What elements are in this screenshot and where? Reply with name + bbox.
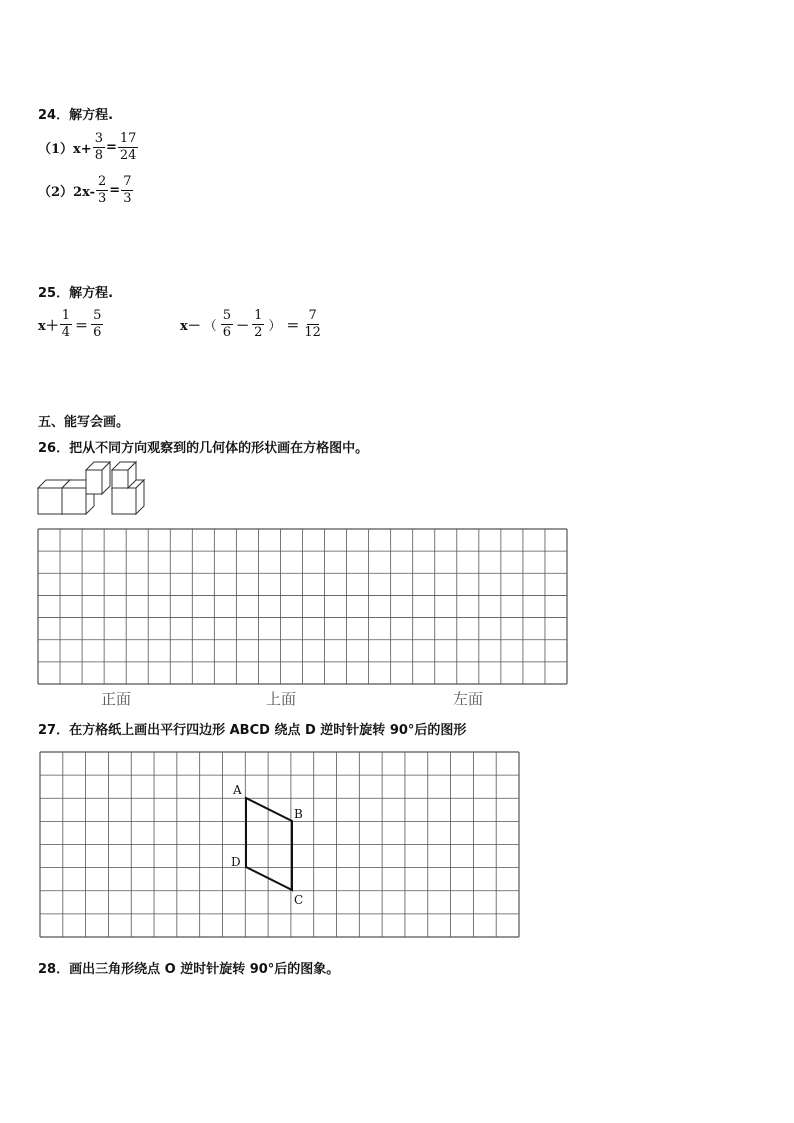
q25-eq1-f2-denominator: 6 [93, 325, 102, 340]
q24-eq1-f2-denominator: 24 [119, 148, 137, 163]
q27-title: 27．在方格纸上画出平行四边形 ABCD 绕点 D 逆时针旋转 90°后的图形 [38, 723, 467, 738]
q24-eq2-label: （2）2x- [38, 185, 96, 200]
q25-eq1-equals: ＝ [75, 319, 89, 334]
point-label-a: A [233, 783, 242, 797]
q25-eq1-f1-numerator: 1 [61, 308, 71, 323]
q26-label-left: 左面 [453, 690, 484, 708]
q25-eq2-left-paren: （ [203, 319, 217, 334]
q25-eq1-lead: x＋ [38, 319, 59, 334]
q25-eq2-equals: ＝ [286, 319, 300, 334]
q26-label-front: 正面 [101, 690, 132, 708]
point-label-b: B [294, 807, 303, 821]
q24-eq1-f1-numerator: 3 [94, 131, 103, 146]
q25-eq1-f1-denominator: 4 [61, 325, 71, 340]
q24-eq2-f2-numerator: 7 [123, 174, 132, 189]
q24-title: 24．解方程. [38, 108, 114, 123]
q25-eq2-f1-numerator: 5 [222, 308, 232, 323]
q25-eq2-minus: － [236, 319, 250, 334]
point-label-d: D [231, 855, 241, 869]
q25-eq2-lead: x－ [180, 319, 201, 334]
q25-eq2-f3-denominator: 12 [304, 325, 321, 340]
q24-eq2-f1-numerator: 2 [98, 174, 107, 189]
q25-eq2-f2-denominator: 2 [254, 325, 263, 340]
q24-eq1-f1-denominator: 8 [94, 148, 103, 163]
q25-eq1-f2-numerator: 5 [93, 308, 102, 323]
q26-title: 26．把从不同方向观察到的几何体的形状画在方格图中。 [38, 441, 369, 456]
q28-title: 28．画出三角形绕点 O 逆时针旋转 90°后的图象。 [38, 962, 340, 977]
q24-eq1-f2-numerator: 17 [119, 131, 137, 146]
q25-eq2-f3-numerator: 7 [308, 308, 317, 323]
parallelogram-abcd [246, 798, 292, 890]
point-label-c: C [294, 893, 304, 907]
q25-eq2-right-paren: ） [268, 319, 282, 334]
q24-eq1-equals: = [105, 140, 117, 155]
q25-eq2-f2-numerator: 1 [254, 308, 263, 323]
q25-title: 25．解方程. [38, 286, 114, 301]
section-5-title: 五、能写会画。 [38, 415, 130, 430]
q26-label-top: 上面 [266, 690, 297, 708]
q25-eq2-f1-denominator: 6 [222, 325, 232, 340]
q24-eq2-f1-denominator: 3 [98, 191, 107, 206]
q24-eq2-equals: = [109, 183, 121, 198]
q24-eq2-f2-denominator: 3 [123, 191, 132, 206]
q24-eq1-label: （1）x+ [38, 142, 92, 157]
